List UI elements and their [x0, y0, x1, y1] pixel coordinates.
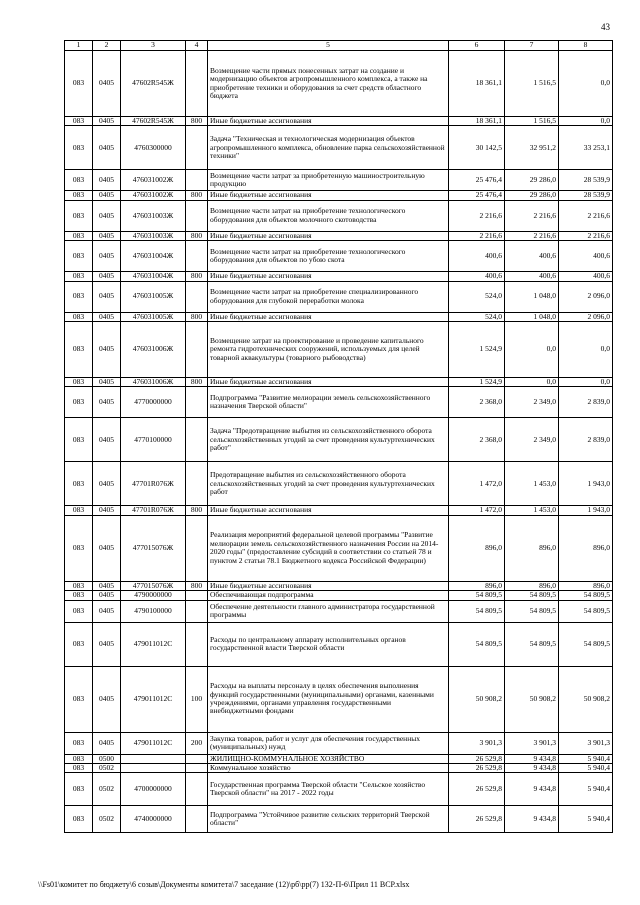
table-row [65, 231, 613, 240]
expense-type-code [186, 241, 208, 272]
target-article-code: 476031006Ж [121, 377, 186, 386]
section-code: 0405 [93, 581, 121, 590]
amount-year-1: 25 476,4 [449, 191, 505, 200]
target-article-code: 4760300000 [121, 126, 186, 170]
amount-year-2: 9 434,8 [505, 773, 559, 806]
expense-type-code: 800 [186, 191, 208, 200]
expense-type-code [186, 321, 208, 377]
amount-year-2: 400,6 [505, 272, 559, 281]
section-code: 0405 [93, 126, 121, 170]
item-description: Иные бюджетные ассигнования [208, 272, 449, 281]
target-article-code: 476031003Ж [121, 231, 186, 240]
item-description: Возмещение части прямых понесенных затрат на создание и модернизацию объектов агропромышленного комплекса, а также на приобретение техники и оборудования за счет средств областного бюджета [208, 51, 449, 117]
amount-year-3: 5 940,4 [559, 754, 613, 763]
amount-year-2: 29 286,0 [505, 191, 559, 200]
amount-year-2: 0,0 [505, 377, 559, 386]
amount-year-1: 1 472,0 [449, 462, 505, 506]
target-article-code: 4790000000 [121, 591, 186, 600]
amount-year-3: 2 216,6 [559, 200, 613, 231]
page-number: 43 [601, 22, 610, 32]
table-row [65, 191, 613, 200]
expense-type-code [186, 591, 208, 600]
item-description: Предотвращение выбытия из сельскохозяйственного оборота сельскохозяйственных угодий за счет проведения культуртехнических работ [208, 462, 449, 506]
grbs-code: 083 [65, 763, 93, 772]
section-code: 0405 [93, 200, 121, 231]
amount-year-1: 2 216,6 [449, 231, 505, 240]
section-code: 0405 [93, 170, 121, 191]
section-code: 0405 [93, 51, 121, 117]
section-code: 0405 [93, 622, 121, 666]
amount-year-2: 2 349,0 [505, 418, 559, 462]
expense-type-code [186, 600, 208, 622]
amount-year-3: 2 216,6 [559, 231, 613, 240]
column-header: 2 [93, 41, 121, 51]
item-description: Иные бюджетные ассигнования [208, 117, 449, 126]
section-code: 0500 [93, 754, 121, 763]
amount-year-3: 0,0 [559, 117, 613, 126]
table-row [65, 51, 613, 117]
target-article-code: 4700000000 [121, 773, 186, 806]
item-description: Возмещение части затрат за приобретенную машиностроительную продукцию [208, 170, 449, 191]
amount-year-1: 18 361,1 [449, 51, 505, 117]
table-header-row [65, 41, 613, 51]
expense-type-code: 800 [186, 581, 208, 590]
amount-year-3: 0,0 [559, 321, 613, 377]
target-article-code: 47701R076Ж [121, 506, 186, 515]
target-article-code: 479011012С [121, 666, 186, 732]
amount-year-1: 2 216,6 [449, 200, 505, 231]
amount-year-1: 896,0 [449, 581, 505, 590]
amount-year-1: 524,0 [449, 281, 505, 312]
amount-year-1: 3 901,3 [449, 732, 505, 754]
grbs-code: 083 [65, 191, 93, 200]
amount-year-2: 1 048,0 [505, 312, 559, 321]
amount-year-1: 30 142,5 [449, 126, 505, 170]
expense-type-code [186, 170, 208, 191]
amount-year-1: 54 809,5 [449, 622, 505, 666]
target-article-code [121, 763, 186, 772]
table-row [65, 200, 613, 231]
table-row [65, 418, 613, 462]
table-row [65, 462, 613, 506]
amount-year-3: 54 809,5 [559, 600, 613, 622]
grbs-code: 083 [65, 387, 93, 418]
expense-type-code [186, 622, 208, 666]
item-description: Иные бюджетные ассигнования [208, 377, 449, 386]
amount-year-1: 25 476,4 [449, 170, 505, 191]
amount-year-2: 54 809,5 [505, 591, 559, 600]
budget-table [64, 40, 613, 833]
amount-year-2: 9 434,8 [505, 806, 559, 833]
item-description: Задача "Предотвращение выбытия из сельскохозяйственного оборота сельскохозяйственных угодий за счет проведения культуртехнических работ" [208, 418, 449, 462]
section-code: 0405 [93, 281, 121, 312]
grbs-code: 083 [65, 462, 93, 506]
item-description: Иные бюджетные ассигнования [208, 191, 449, 200]
item-description: Иные бюджетные ассигнования [208, 506, 449, 515]
section-code: 0502 [93, 773, 121, 806]
expense-type-code [186, 51, 208, 117]
section-code: 0405 [93, 241, 121, 272]
expense-type-code: 800 [186, 312, 208, 321]
expense-type-code [186, 200, 208, 231]
expense-type-code [186, 754, 208, 763]
grbs-code: 083 [65, 732, 93, 754]
expense-type-code [186, 763, 208, 772]
grbs-code: 083 [65, 272, 93, 281]
target-article-code: 476031006Ж [121, 321, 186, 377]
amount-year-3: 896,0 [559, 581, 613, 590]
grbs-code: 083 [65, 281, 93, 312]
grbs-code: 083 [65, 754, 93, 763]
amount-year-2: 32 951,2 [505, 126, 559, 170]
grbs-code: 083 [65, 321, 93, 377]
item-description: Подпрограмма "Развитие мелиорации земель сельскохозяйственного назначения Тверской области" [208, 387, 449, 418]
target-article-code: 476031005Ж [121, 281, 186, 312]
section-code: 0405 [93, 515, 121, 581]
amount-year-3: 400,6 [559, 272, 613, 281]
item-description: Расходы на выплаты персоналу в целях обеспечения выполнения функций государственными (муниципальными) органами, казенными учреждениями, органами управления государственными внебюджетными фондами [208, 666, 449, 732]
amount-year-1: 18 361,1 [449, 117, 505, 126]
grbs-code: 083 [65, 600, 93, 622]
expense-type-code: 800 [186, 506, 208, 515]
grbs-code: 083 [65, 515, 93, 581]
amount-year-3: 0,0 [559, 377, 613, 386]
table-row [65, 272, 613, 281]
amount-year-2: 0,0 [505, 321, 559, 377]
amount-year-3: 2 839,0 [559, 418, 613, 462]
column-header: 3 [121, 41, 186, 51]
section-code: 0502 [93, 763, 121, 772]
amount-year-2: 9 434,8 [505, 754, 559, 763]
table-row [65, 754, 613, 763]
amount-year-3: 28 539,9 [559, 191, 613, 200]
amount-year-1: 2 368,0 [449, 418, 505, 462]
amount-year-2: 1 516,5 [505, 51, 559, 117]
amount-year-1: 26 529,8 [449, 763, 505, 772]
table-row [65, 387, 613, 418]
amount-year-1: 1 472,0 [449, 506, 505, 515]
table-row [65, 241, 613, 272]
table-row [65, 591, 613, 600]
amount-year-3: 54 809,5 [559, 622, 613, 666]
item-description: Иные бюджетные ассигнования [208, 231, 449, 240]
target-article-code: 476031002Ж [121, 191, 186, 200]
amount-year-2: 2 216,6 [505, 231, 559, 240]
item-description: Расходы по центральному аппарату исполнительных органов государственной власти Тверской области [208, 622, 449, 666]
target-article-code: 47701R076Ж [121, 462, 186, 506]
amount-year-3: 1 943,0 [559, 462, 613, 506]
table-row [65, 170, 613, 191]
item-description: Закупка товаров, работ и услуг для обеспечения государственных (муниципальных) нужд [208, 732, 449, 754]
expense-type-code: 800 [186, 117, 208, 126]
target-article-code: 4740000000 [121, 806, 186, 833]
section-code: 0405 [93, 312, 121, 321]
file-path-footer: \\Fs01\комитет по бюджету\6 созыв\Документы комитета\7 заседание (12)\рб\рр(7) 132-П-6\Прил 11 ВСР.xlsx [38, 880, 410, 889]
table-row [65, 126, 613, 170]
section-code: 0405 [93, 591, 121, 600]
amount-year-2: 9 434,8 [505, 763, 559, 772]
expense-type-code [186, 806, 208, 833]
amount-year-1: 400,6 [449, 241, 505, 272]
column-header: 1 [65, 41, 93, 51]
grbs-code: 083 [65, 117, 93, 126]
grbs-code: 083 [65, 312, 93, 321]
amount-year-3: 5 940,4 [559, 773, 613, 806]
table-row [65, 515, 613, 581]
amount-year-3: 5 940,4 [559, 806, 613, 833]
grbs-code: 083 [65, 200, 93, 231]
amount-year-1: 26 529,8 [449, 773, 505, 806]
grbs-code: 083 [65, 591, 93, 600]
expense-type-code [186, 418, 208, 462]
amount-year-1: 26 529,8 [449, 806, 505, 833]
amount-year-1: 1 524,9 [449, 321, 505, 377]
target-article-code: 476031004Ж [121, 241, 186, 272]
item-description: Иные бюджетные ассигнования [208, 581, 449, 590]
section-code: 0405 [93, 191, 121, 200]
amount-year-2: 896,0 [505, 515, 559, 581]
item-description: Иные бюджетные ассигнования [208, 312, 449, 321]
amount-year-3: 400,6 [559, 241, 613, 272]
item-description: Реализация мероприятий федеральной целевой программы "Развитие мелиорации земель сельскохозяйственного назначения России на 2014-2020 годы" (предоставление субсидий в соответствии со статьей 78 и пунктом 2 статьи 78.1 Бюджетного кодекса Российской Федерации) [208, 515, 449, 581]
section-code: 0405 [93, 418, 121, 462]
expense-type-code [186, 515, 208, 581]
target-article-code: 476031004Ж [121, 272, 186, 281]
expense-type-code: 800 [186, 231, 208, 240]
table-row [65, 506, 613, 515]
amount-year-1: 896,0 [449, 515, 505, 581]
amount-year-2: 54 809,5 [505, 600, 559, 622]
item-description: Обеспечивающая подпрограмма [208, 591, 449, 600]
section-code: 0405 [93, 321, 121, 377]
amount-year-3: 896,0 [559, 515, 613, 581]
amount-year-3: 33 253,1 [559, 126, 613, 170]
amount-year-3: 28 539,9 [559, 170, 613, 191]
amount-year-2: 54 809,5 [505, 622, 559, 666]
section-code: 0405 [93, 506, 121, 515]
target-article-code: 47602R545Ж [121, 51, 186, 117]
section-code: 0405 [93, 377, 121, 386]
item-description: Возмещение затрат на проектирование и проведение капитального ремонта гидротехнических сооружений, используемых для целей товарной аквакультуры (товарного рыбоводства) [208, 321, 449, 377]
target-article-code: 47602R545Ж [121, 117, 186, 126]
table-row [65, 732, 613, 754]
target-article-code: 4770100000 [121, 418, 186, 462]
section-code: 0405 [93, 272, 121, 281]
column-header: 8 [559, 41, 613, 51]
target-article-code: 476031002Ж [121, 170, 186, 191]
expense-type-code [186, 462, 208, 506]
amount-year-3: 54 809,5 [559, 591, 613, 600]
target-article-code: 4790100000 [121, 600, 186, 622]
item-description: Возмещение части затрат на приобретение специализированного оборудования для глубокой переработки молока [208, 281, 449, 312]
amount-year-3: 3 901,3 [559, 732, 613, 754]
expense-type-code: 100 [186, 666, 208, 732]
amount-year-1: 50 908,2 [449, 666, 505, 732]
item-description: Коммунальное хозяйство [208, 763, 449, 772]
amount-year-2: 2 349,0 [505, 387, 559, 418]
amount-year-2: 2 216,6 [505, 200, 559, 231]
section-code: 0405 [93, 462, 121, 506]
amount-year-3: 5 940,4 [559, 763, 613, 772]
amount-year-3: 2 096,0 [559, 281, 613, 312]
item-description: Возмещение части затрат на приобретение технологического оборудования для объектов молочного скотоводства [208, 200, 449, 231]
target-article-code: 477015076Ж [121, 581, 186, 590]
column-header: 4 [186, 41, 208, 51]
grbs-code: 083 [65, 377, 93, 386]
grbs-code: 083 [65, 418, 93, 462]
amount-year-1: 524,0 [449, 312, 505, 321]
amount-year-2: 1 516,5 [505, 117, 559, 126]
grbs-code: 083 [65, 170, 93, 191]
item-description: Задача "Техническая и технологическая модернизация объектов агропромышленного комплекса, обновление парка сельскохозяйственной техники" [208, 126, 449, 170]
table-row [65, 321, 613, 377]
target-article-code: 479011012С [121, 622, 186, 666]
expense-type-code: 800 [186, 272, 208, 281]
amount-year-2: 1 048,0 [505, 281, 559, 312]
amount-year-3: 50 908,2 [559, 666, 613, 732]
amount-year-2: 1 453,0 [505, 506, 559, 515]
table-row [65, 622, 613, 666]
amount-year-3: 2 839,0 [559, 387, 613, 418]
section-code: 0405 [93, 600, 121, 622]
grbs-code: 083 [65, 51, 93, 117]
expense-type-code: 200 [186, 732, 208, 754]
section-code: 0405 [93, 666, 121, 732]
table-row [65, 666, 613, 732]
target-article-code: 476031005Ж [121, 312, 186, 321]
amount-year-3: 1 943,0 [559, 506, 613, 515]
amount-year-3: 2 096,0 [559, 312, 613, 321]
column-header: 6 [449, 41, 505, 51]
target-article-code: 4770000000 [121, 387, 186, 418]
target-article-code [121, 754, 186, 763]
section-code: 0405 [93, 732, 121, 754]
amount-year-1: 400,6 [449, 272, 505, 281]
target-article-code: 477015076Ж [121, 515, 186, 581]
grbs-code: 083 [65, 241, 93, 272]
column-header: 5 [208, 41, 449, 51]
table-body [65, 51, 613, 833]
grbs-code: 083 [65, 581, 93, 590]
expense-type-code [186, 773, 208, 806]
amount-year-1: 54 809,5 [449, 600, 505, 622]
grbs-code: 083 [65, 231, 93, 240]
grbs-code: 083 [65, 773, 93, 806]
table-row [65, 377, 613, 386]
target-article-code: 476031003Ж [121, 200, 186, 231]
section-code: 0405 [93, 387, 121, 418]
grbs-code: 083 [65, 806, 93, 833]
column-header: 7 [505, 41, 559, 51]
amount-year-1: 54 809,5 [449, 591, 505, 600]
amount-year-2: 896,0 [505, 581, 559, 590]
amount-year-2: 29 286,0 [505, 170, 559, 191]
section-code: 0405 [93, 231, 121, 240]
expense-type-code [186, 281, 208, 312]
grbs-code: 083 [65, 666, 93, 732]
amount-year-2: 400,6 [505, 241, 559, 272]
amount-year-1: 26 529,8 [449, 754, 505, 763]
amount-year-2: 50 908,2 [505, 666, 559, 732]
table-row [65, 281, 613, 312]
table-row [65, 773, 613, 806]
item-description: Государственная программа Тверской области "Сельское хозяйство Тверской области" на 2017 - 2022 годы [208, 773, 449, 806]
item-description: Подпрограмма "Устойчивое развитие сельских территорий Тверской области" [208, 806, 449, 833]
table-row [65, 806, 613, 833]
amount-year-1: 2 368,0 [449, 387, 505, 418]
amount-year-3: 0,0 [559, 51, 613, 117]
expense-type-code [186, 387, 208, 418]
item-description: ЖИЛИЩНО-КОММУНАЛЬНОЕ ХОЗЯЙСТВО [208, 754, 449, 763]
grbs-code: 083 [65, 506, 93, 515]
section-code: 0502 [93, 806, 121, 833]
table-row [65, 600, 613, 622]
item-description: Обеспечение деятельности главного администратора государственной программы [208, 600, 449, 622]
expense-type-code: 800 [186, 377, 208, 386]
target-article-code: 479011012С [121, 732, 186, 754]
item-description: Возмещение части затрат на приобретение технологического оборудования для объектов по убою скота [208, 241, 449, 272]
amount-year-2: 1 453,0 [505, 462, 559, 506]
table-row [65, 312, 613, 321]
expense-type-code [186, 126, 208, 170]
table-row [65, 763, 613, 772]
grbs-code: 083 [65, 126, 93, 170]
section-code: 0405 [93, 117, 121, 126]
amount-year-1: 1 524,9 [449, 377, 505, 386]
grbs-code: 083 [65, 622, 93, 666]
amount-year-2: 3 901,3 [505, 732, 559, 754]
table-row [65, 117, 613, 126]
